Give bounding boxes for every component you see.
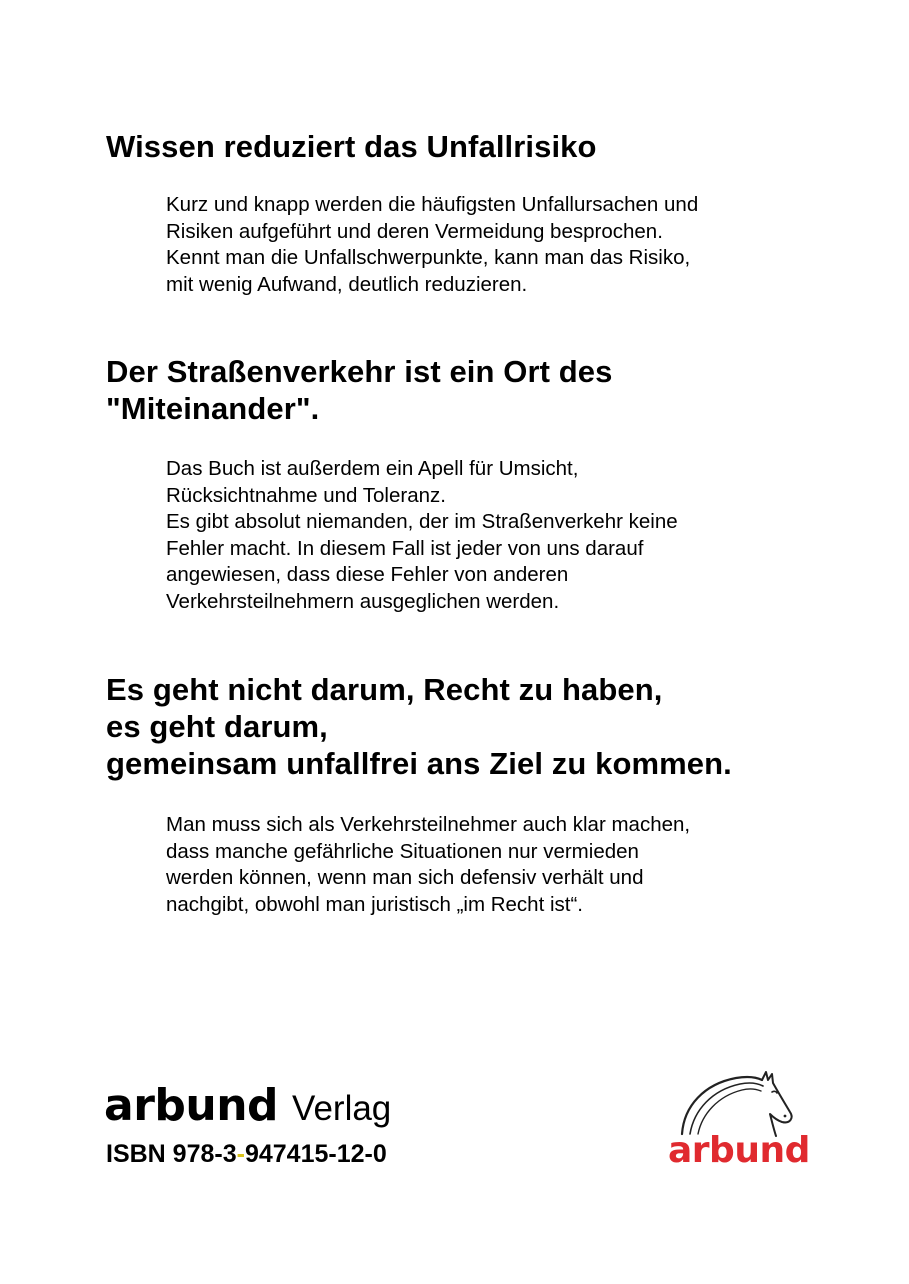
body-line: Rücksichtnahme und Toleranz.	[166, 483, 446, 507]
publisher-suffix: Verlag	[292, 1089, 392, 1128]
section-3-heading	[106, 671, 732, 782]
section-3-body	[166, 812, 690, 918]
section-2-body	[166, 456, 678, 615]
logo-wordmark: arbund	[668, 1130, 810, 1171]
heading-line: es geht darum,	[106, 709, 328, 744]
isbn	[106, 1140, 387, 1169]
arbund-logo	[664, 1068, 810, 1178]
body-line: Es gibt absolut niemanden, der im Straßenverkehr keine	[166, 510, 678, 533]
horse-head-icon	[664, 1068, 804, 1138]
isbn-separator: -	[236, 1140, 245, 1168]
body-line: Das Buch ist außerdem ein Apell für Umsicht,	[166, 457, 579, 480]
body-line: mit wenig Aufwand, deutlich reduzieren.	[166, 272, 528, 296]
body-line: Fehler macht. In diesem Fall ist jeder von uns darauf	[166, 536, 644, 560]
heading-line: Der Straßenverkehr ist ein Ort des	[106, 354, 613, 389]
heading-line: gemeinsam unfallfrei ans Ziel zu kommen.	[106, 746, 732, 781]
body-line: Kennt man die Unfallschwerpunkte, kann man das Risiko,	[166, 246, 691, 269]
isbn-prefix: ISBN 978-3	[106, 1140, 237, 1168]
body-line: nachgibt, obwohl man juristisch „im Recht ist“.	[166, 892, 583, 916]
body-line: Kurz und knapp werden die häufigsten Unfallursachen und	[166, 193, 699, 216]
heading-line: Wissen reduziert das Unfallrisiko	[106, 129, 597, 164]
body-line: werden können, wenn man sich defensiv verhält und	[166, 866, 644, 889]
isbn-suffix: 947415-12-0	[244, 1140, 387, 1168]
section-1-heading	[106, 128, 597, 165]
publisher-imprint	[104, 1080, 391, 1131]
body-line: Man muss sich als Verkehrsteilnehmer auch klar machen,	[166, 813, 691, 836]
section-2-heading	[106, 353, 612, 427]
heading-line: Es geht nicht darum, Recht zu haben,	[106, 672, 663, 707]
heading-line: "Miteinander".	[106, 391, 320, 426]
body-line: Risiken aufgeführt und deren Vermeidung besprochen.	[166, 219, 663, 243]
body-line: dass manche gefährliche Situationen nur vermieden	[166, 839, 639, 863]
body-line: angewiesen, dass diese Fehler von anderen	[166, 563, 569, 586]
section-1-body	[166, 192, 698, 298]
body-line: Verkehrsteilnehmern ausgeglichen werden.	[166, 589, 560, 613]
publisher-brand: arbund	[104, 1080, 279, 1131]
